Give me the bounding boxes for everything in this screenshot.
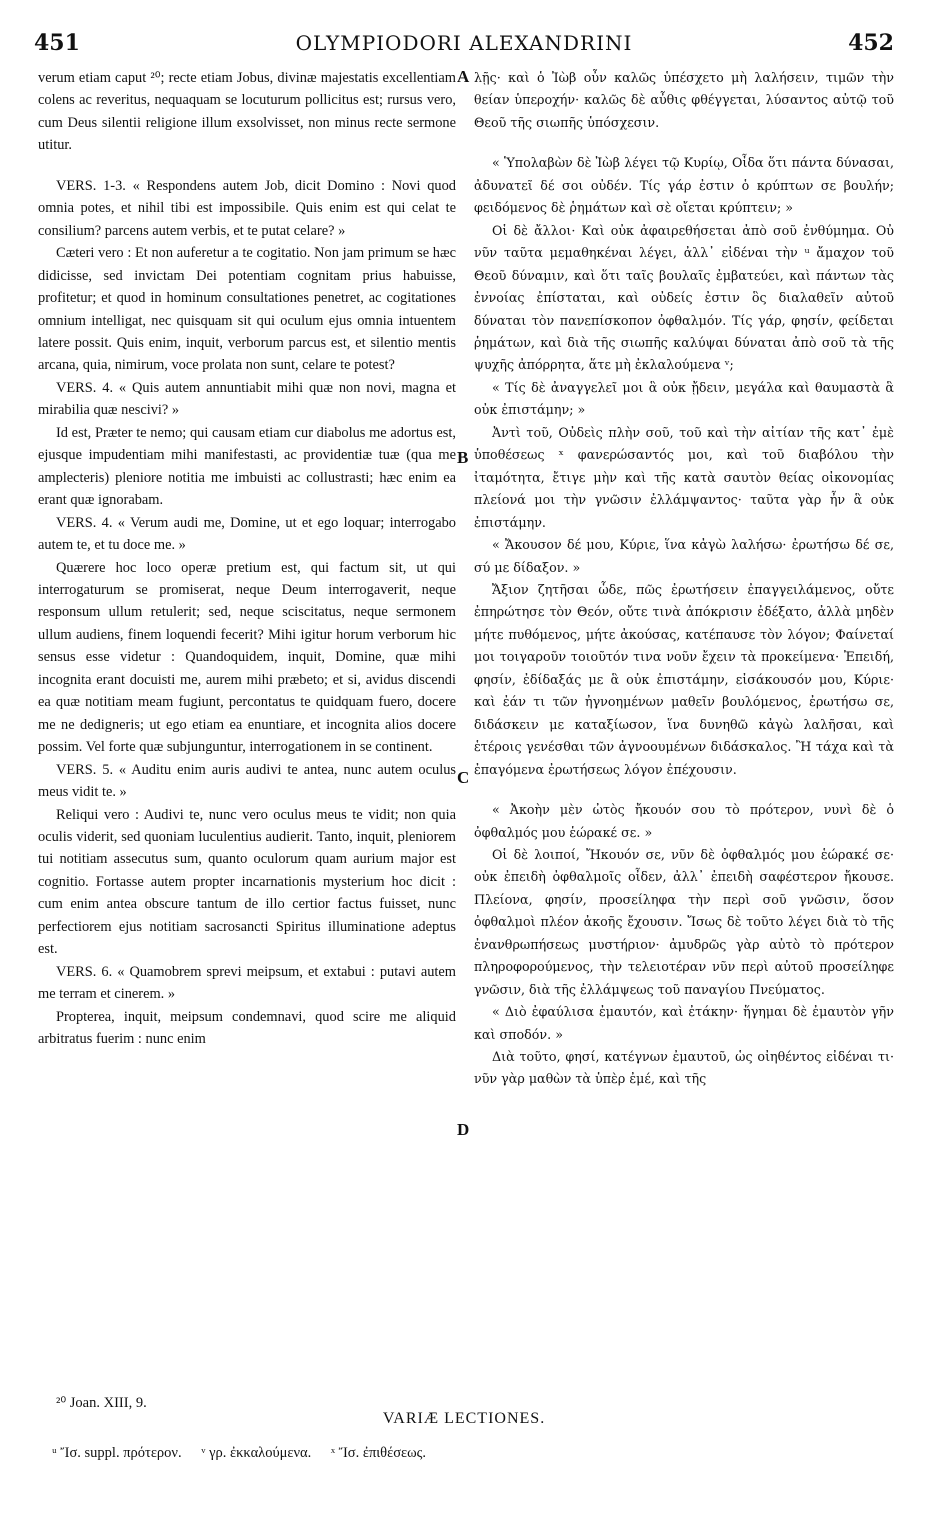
latin-paragraph: Reliqui vero : Audivi te, nunc vero oculus meus te vidit; non quia oculis viderit, sed quoniam luculentius audierit. Tanto, inquit, pleniorem tui notitiam assecutus sum, quanto oculorum quam aurium major est cognitio. Fortasse autem propter incarnationis mysterium hoc dicit : cum enim antea obscure tantum de illo certior factus fuisset, nunc perfectiorem ejus notitiam sacrosancti Spiritus illuminatione adeptus est. — [38, 806, 456, 958]
varia-item: ᵘ Ἴσ. suppl. πρότερον. — [52, 1445, 182, 1461]
varia-title: VARIÆ LECTIONES. — [382, 1410, 546, 1427]
running-title: OLYMPIODORI ALEXANDRINI — [295, 31, 633, 55]
greek-paragraph: λῇς· καὶ ὁ Ἰὼβ οὖν καλῶς ὑπέσχετο μὴ λαλήσειν, τιμῶν τὴν θείαν ὑπεροχήν· καλῶς δὲ αὖθις φθέγγεται, λύσαντος αὐτῷ τοῦ Θεοῦ τῆς σιωπῆς ὑπόσχεσιν. — [474, 70, 894, 130]
varia-item: ˣ Ἴσ. ἐπιθέσεως. — [330, 1445, 427, 1461]
footnote: ²⁰ Joan. XIII, 9. — [56, 1395, 147, 1411]
greek-paragraph: Ἄξιον ζητῆσαι ὧδε, πῶς ἐρωτήσειν ἐπαγγειλάμενος, οὔτε ἐπηρώτησε τὸν Θεόν, οὔτε τινὰ ἀπόκρισιν ἐδέξατο, ἀλλὰ μηδὲν μήτε πυθόμενος, μήτε ἀκούσας, κατέπαυσε τὸν λόγον; Φαίνεταί μοι τοιγαροῦν τοιοῦτόν τινα νοῦν ἔχειν τὰ προκείμενα· Ἐπειδή, φησίν, ἐδίδαξάς με ἃ οὐκ ἐπιστάμην, εἰσάκουσόν μου, Κύριε· καὶ ἐάν τι τῶν ἠγνοημένων μαθεῖν βουλόμενος, ἐρωτήσω σε, διδάσκειν με καταξίωσον, ἵνα δυνηθῶ κἀγὼ λαλῆσαι, καὶ ἑτέροις γενέσθαι τῶν ἀγνοουμένων διδάσκαλος. Ἢ τάχα καὶ τὰ ἐπαγόμενα ἐρωτήσεως λόγον ἐπέχουσιν. — [474, 581, 894, 777]
latin-verse: VERS. 1-3. « Respondens autem Job, dicit Domino : Novi quod omnia potes, et nihil tibi est impossibile. Quis enim est qui celat te consilium? parcens autem verbis, et te putat celare? » — [38, 177, 456, 239]
greek-verse: « Τίς δὲ ἀναγγελεῖ μοι ἃ οὐκ ᾔδειν, μεγάλα καὶ θαυμαστὰ ἃ οὐκ ἐπιστάμην; » — [474, 379, 894, 418]
column-marker-b: B — [457, 448, 469, 467]
latin-paragraph: verum etiam caput ²⁰; recte etiam Jobus, divinæ majestatis excellentiam colens ac reveritus, nequaquam se locuturum pollicitus est; rursus vero, cum Deus silentii religione illum exsolvisset, non minus recte sermone utitur. — [38, 70, 456, 154]
greek-column — [474, 67, 894, 1091]
latin-verse: VERS. 5. « Auditu enim auris audivi te antea, nunc autem oculus meus vidit te. » — [38, 761, 456, 801]
latin-verse: VERS. 6. « Quamobrem sprevi meipsum, et extabui : putavi autem me terram et cinerem. » — [38, 963, 456, 1003]
latin-column — [38, 67, 456, 1050]
greek-paragraph: Οἱ δὲ λοιποί, Ἤκουόν σε, νῦν δὲ ὀφθαλμός μου ἑώρακέ σε· οὐκ ἐπειδὴ ὀφθαλμοῖς οἶδεν, ἀλλ᾽ ἐπειδὴ σαφέστερον ἤκουσε. Πλείονα, φησίν, προσείληφα τὴν περὶ σοῦ γνῶσιν, ὅσον ὀφθαλμοὶ πλέον ἀκοῆς ἔχουσιν. Ἴσως δὲ τοῦτο λέγει διὰ τὸ τῆς ἐνανθρωπήσεως μυστήριον· ἀμυδρῶς γὰρ αὐτὸ τὸ πρότερον πληροφορούμενος, τὴν τελειοτέραν νῦν περὶ αὐτοῦ προσείληφε γνῶσιν, διὰ τῆς ἐλλάμψεως τοῦ παναγίου Πνεύματος. — [474, 846, 894, 997]
column-marker-a: A — [457, 67, 470, 86]
running-header — [34, 30, 894, 58]
varia-item: ᵛ γρ. ἐκκαλούμενα. — [201, 1445, 312, 1461]
latin-paragraph: Id est, Præter te nemo; qui causam etiam cur diabolus me adortus est, ejusque impudentiam mihi manifestasti, ac providentiæ tuæ (qua me amplecteris) pleniore notitia me imbuisti ac collustrasti; hæc enim ea erant quæ ignorabam. — [38, 424, 456, 509]
column-marker-c: C — [457, 768, 470, 787]
greek-paragraph: Οἱ δὲ ἄλλοι· Καὶ οὐκ ἀφαιρεθήσεται ἀπὸ σοῦ ἐνθύμημα. Οὐ νῦν ταῦτα μεμαθηκέναι λέγει, ἀλλ᾽ εἰδέναι τὴν ᵘ ἄμαχον τοῦ Θεοῦ δύναμιν, καὶ ὅτι ταῖς βουλαῖς ἐμβατεύει, καὶ πάντων τὰς ἐννοίας ἐπίσταται, καὶ οὐδείς ἐστιν ὃς διαλαθεῖν αὐτοῦ δύναται τὸν πανεπίσκοπον ὀφθαλμόν. Τίς γάρ, φησίν, φείδεται ῥημάτων, καὶ διὰ τῆς σιωπῆς καλύψαι δύναται ἀπὸ σοῦ τὰ τῆς ψυχῆς ἀπόρρητα, ἅτε μὴ ἐκλαλούμενα ᵛ; — [474, 222, 894, 373]
latin-paragraph: Propterea, inquit, meipsum condemnavi, quod scire me aliquid arbitratus fuerim : nunc enim — [38, 1008, 456, 1048]
column-marker-d: D — [457, 1120, 470, 1139]
greek-paragraph: Ἀντὶ τοῦ, Οὐδεὶς πλὴν σοῦ, τοῦ καὶ τὴν αἰτίαν τῆς κατ᾽ ἐμὲ ὑποθέσεως ˣ φανερώσαντός μοι, καὶ τοῦ διαβόλου τὴν ἰταμότητα, ἔτιγε μὴν καὶ τῆς κατὰ σαυτὸν θείας οἰκονομίας πλείονά μοι τὴν γνῶσιν ἐλλάμψαντος· ταῦτα γὰρ ἦν ἃ οὐκ ἐπιστάμην. — [474, 424, 894, 530]
page-number-left: 451 — [34, 30, 80, 56]
greek-verse: « Ὑπολαβὼν δὲ Ἰὼβ λέγει τῷ Κυρίῳ, Οἶδα ὅτι πάντα δύνασαι, ἀδυνατεῖ δέ σοι οὐδέν. Τίς γάρ ἐστιν ὁ κρύπτων σε βουλήν; φειδόμενος δὲ ῥημάτων καὶ σὲ οἴεται κρύπτειν; » — [474, 155, 894, 216]
latin-verse: VERS. 4. « Quis autem annuntiabit mihi quæ non novi, magna et mirabilia quæ nescivi? » — [38, 379, 456, 419]
greek-verse: « Ἀκοὴν μὲν ὠτὸς ἤκουόν σου τὸ πρότερον, νυνὶ δὲ ὁ ὀφθαλμός μου ἑώρακέ σε. » — [474, 802, 894, 840]
greek-paragraph: Διὰ τοῦτο, φησί, κατέγνων ἐμαυτοῦ, ὡς οἰηθέντος εἰδέναι τι· νῦν γὰρ μαθὼν τὰ ὑπὲρ ἐμέ, καὶ τῆς — [474, 1049, 894, 1087]
latin-paragraph: Quærere hoc loco operæ pretium est, qui factum sit, ut qui interrogaturum se promiserat, neque Deum interrogaverit, neque responsum ullum retulerit; sed, neque sciscitatus, neque sermonem ullum audiens, finem loquendi fecerit? Mihi igitur horum verborum hic sensus esse videtur : Quandoquidem, inquit, Domine, quæ mihi incognita erant docuisti me, aurem mihi præbeto; et si, avidus discendi ea quæ notitiam meam fugiunt, percontatus te quidquam fuero, docere me ne dedigneris; ut ego etiam ea enuntiare, et incognita alios docere possim. Vel forte quæ subjunguntur, interrogationem in se continent. — [38, 559, 456, 756]
greek-verse: « Ἄκουσον δέ μου, Κύριε, ἵνα κἀγὼ λαλήσω· ἐρωτήσω δέ σε, σύ με δίδαξον. » — [474, 537, 894, 575]
varia-list — [52, 1445, 928, 1462]
latin-verse: VERS. 4. « Verum audi me, Domine, ut et ego loquar; interrogabo autem te, et tu doce me. » — [38, 514, 456, 554]
greek-verse: « Διὸ ἐφαύλισα ἐμαυτόν, καὶ ἐτάκην· ἥγημαι δὲ ἐμαυτὸν γῆν καὶ σποδόν. » — [474, 1004, 894, 1042]
latin-paragraph: Cæteri vero : Et non auferetur a te cogitatio. Non jam primum se hæc didicisse, sed invictam Dei potentiam cognitam prius habuisse, profitetur; et quod in hominum consultationes penetret, ac cogitationes omnium intelligat, nec quisquam sit qui oculum ejus omnia intuentem latere possit. Quis enim, inquit, verborum parcus est, et silentio mentis arcana, quia, nimirum, voce prolata non sunt, celare te potest? — [38, 245, 456, 374]
page-number-right: 452 — [848, 30, 894, 56]
